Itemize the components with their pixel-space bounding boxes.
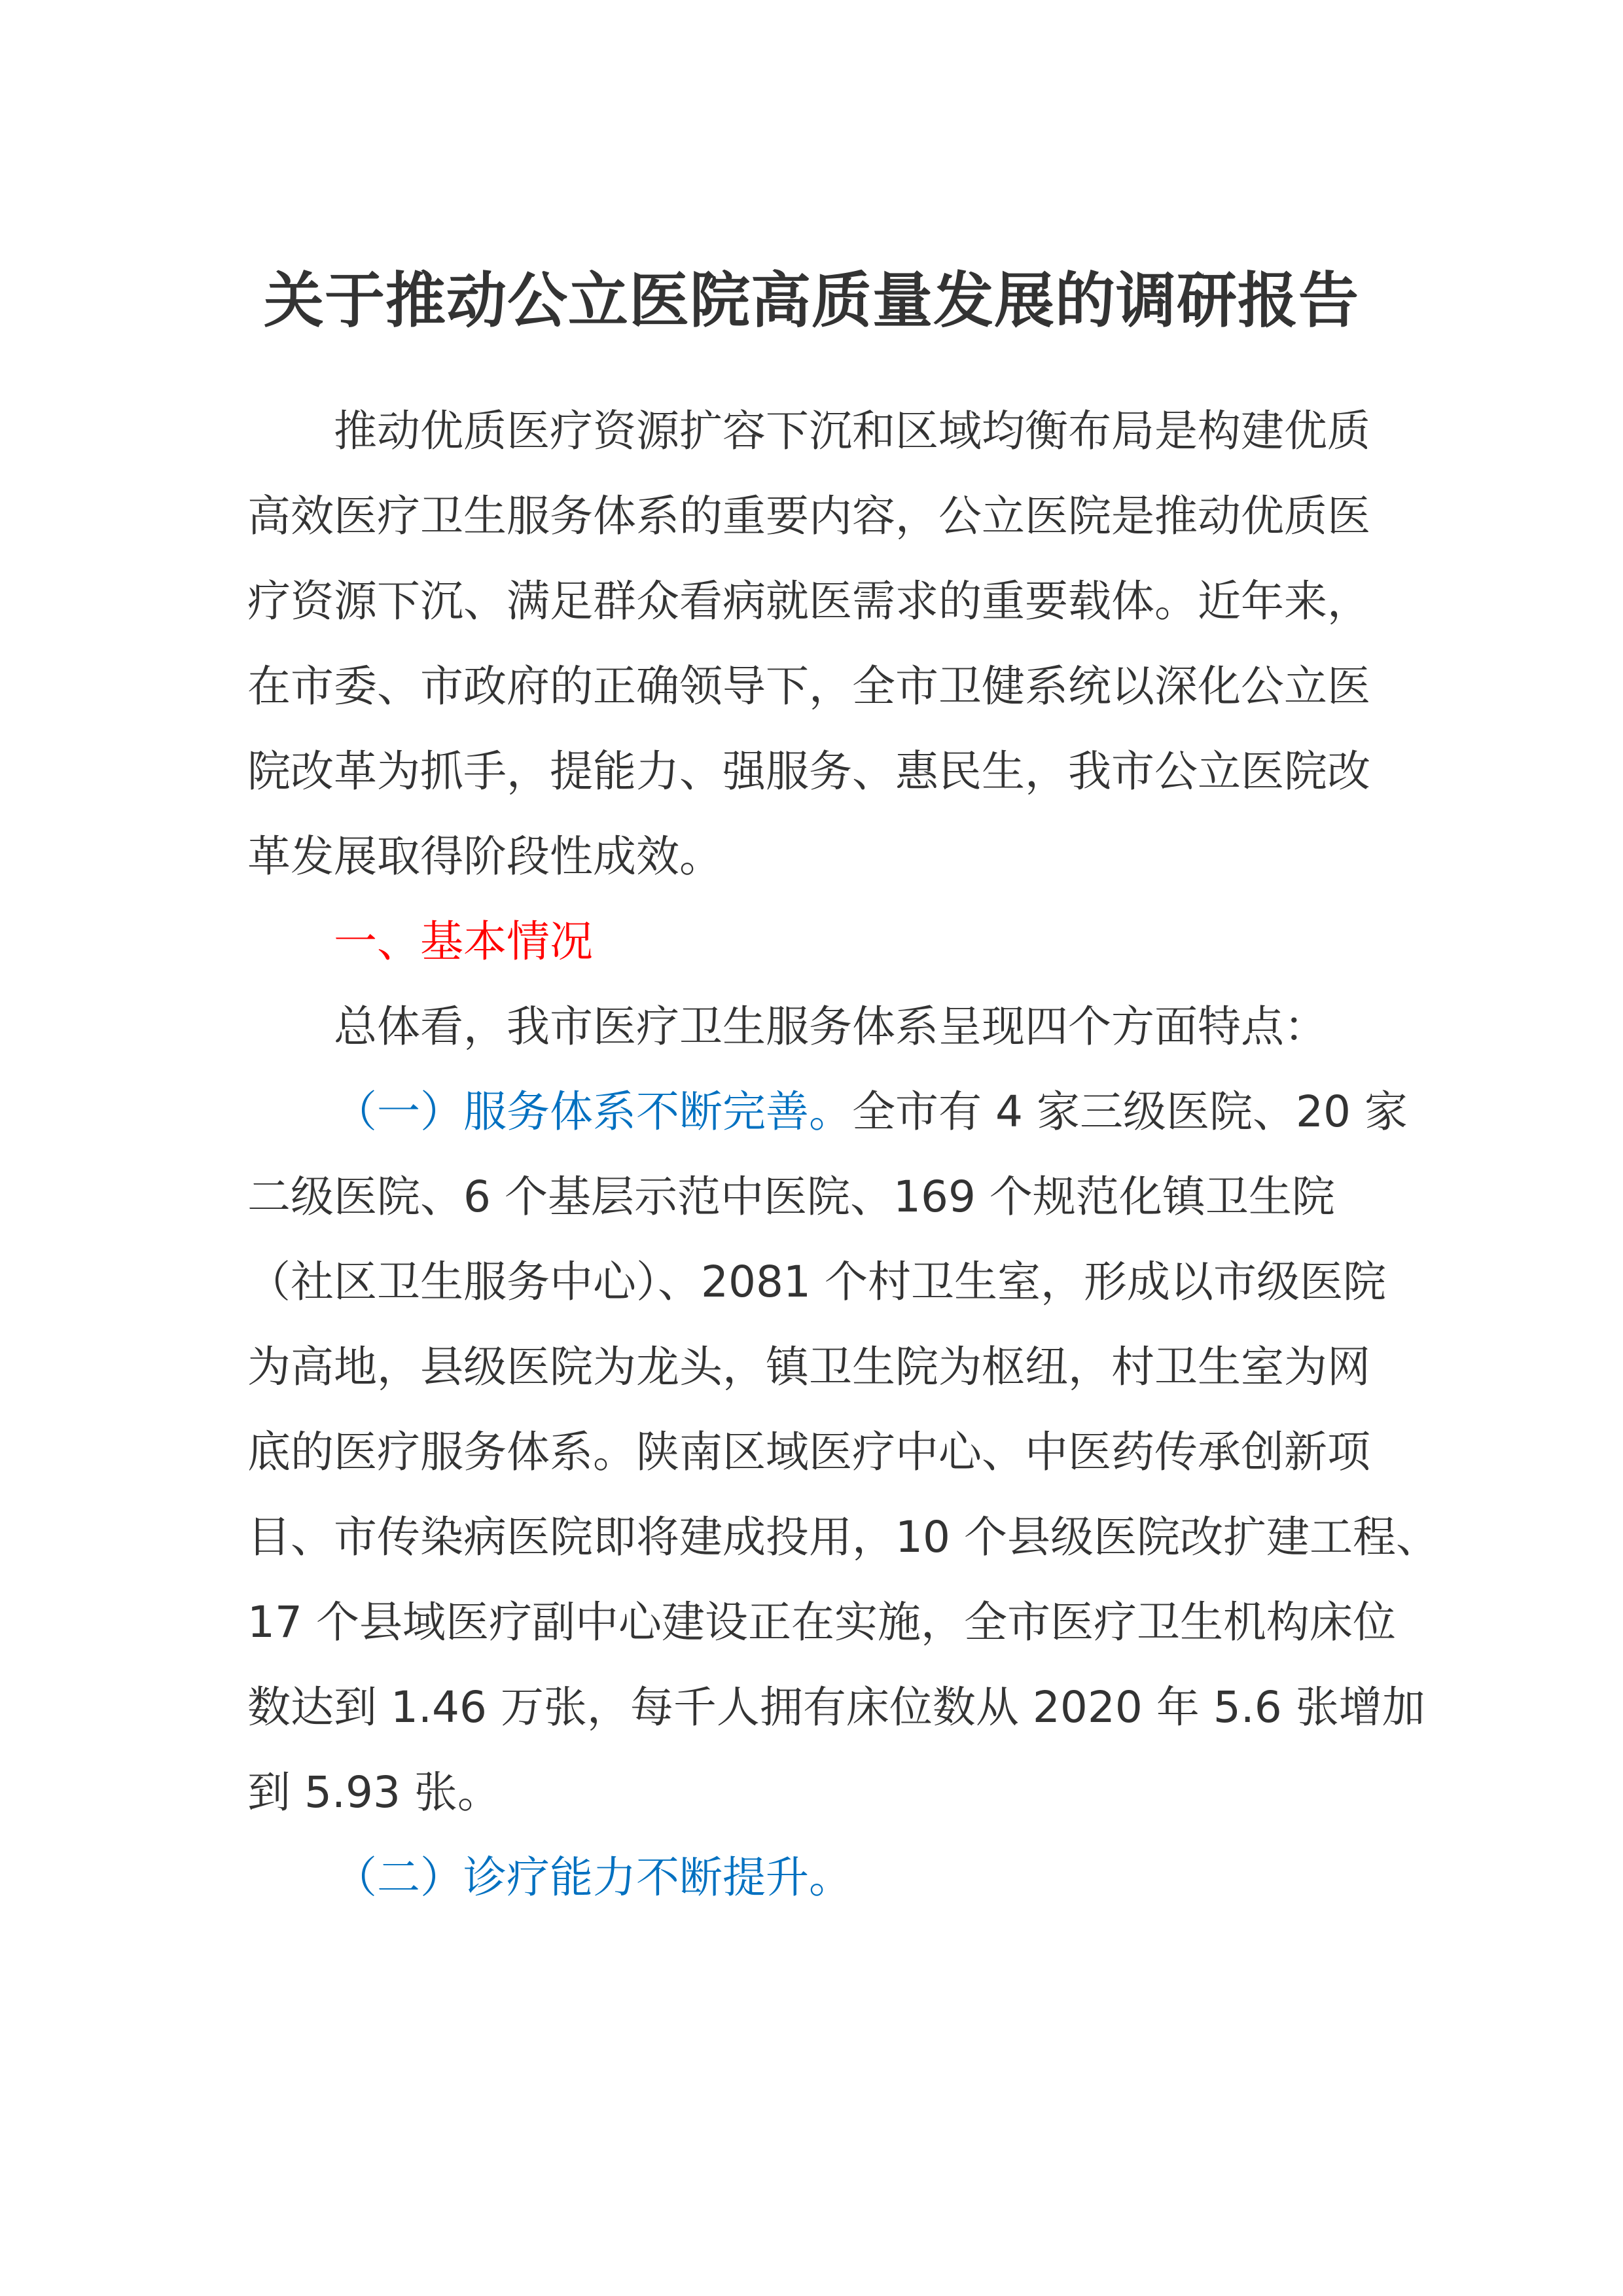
intro-line: 疗资源下沉、满足群众看病就医需求的重要载体。近年来， [247,576,1370,626]
subsection-1-first-line [247,1069,1408,1155]
intro-line: 在市委、市政府的正确领导下，全市卫健系统以深化公立医 [247,661,1370,711]
intro-line: 推动优质医疗资源扩容下沉和区域均衡布局是构建优质 [334,406,1370,456]
intro-line: 高效医疗卫生服务体系的重要内容，公立医院是推动优质医 [247,491,1370,541]
subsection-1-text-start: 全市有 4 家三级医院、20 家 [852,1086,1408,1137]
subsection-1-line: （社区卫生服务中心）、2081 个村卫生室，形成以市级医院 [247,1257,1386,1307]
subsection-1-line: 二级医院、6 个基层示范中医院、169 个规范化镇卫生院 [247,1172,1335,1222]
subsection-1-line: 到 5.93 张。 [247,1767,501,1818]
subsection-1-line: 17 个县域医疗副中心建设正在实施，全市医疗卫生机构床位 [247,1597,1396,1647]
subsection-heading-diagnosis-capability: （二）诊疗能力不断提升。 [334,1852,852,1903]
document-body [247,389,1439,1920]
intro-line: 院改革为抓手，提能力、强服务、惠民生，我市公立医院改 [247,746,1370,797]
document-title: 关于推动公立医院高质量发展的调研报告 [263,266,1359,336]
subsection-heading-service-system: （一）服务体系不断完善。 [334,1086,852,1137]
overview-paragraph: 总体看，我市医疗卫生服务体系呈现四个方面特点： [334,1001,1327,1052]
subsection-1-line: 数达到 1.46 万张，每千人拥有床位数从 2020 年 5.6 张增加 [247,1682,1425,1732]
subsection-1-line: 为高地，县级医院为龙头，镇卫生院为枢纽，村卫生室为网 [247,1342,1370,1392]
section-heading-basic-situation: 一、基本情况 [334,916,593,967]
subsection-1-line: 底的医疗服务体系。陕南区域医疗中心、中医药传承创新项 [247,1427,1370,1477]
subsection-1-line: 目、市传染病医院即将建成投用，10 个县级医院改扩建工程、 [247,1512,1439,1562]
intro-line: 革发展取得阶段性成效。 [247,831,722,882]
